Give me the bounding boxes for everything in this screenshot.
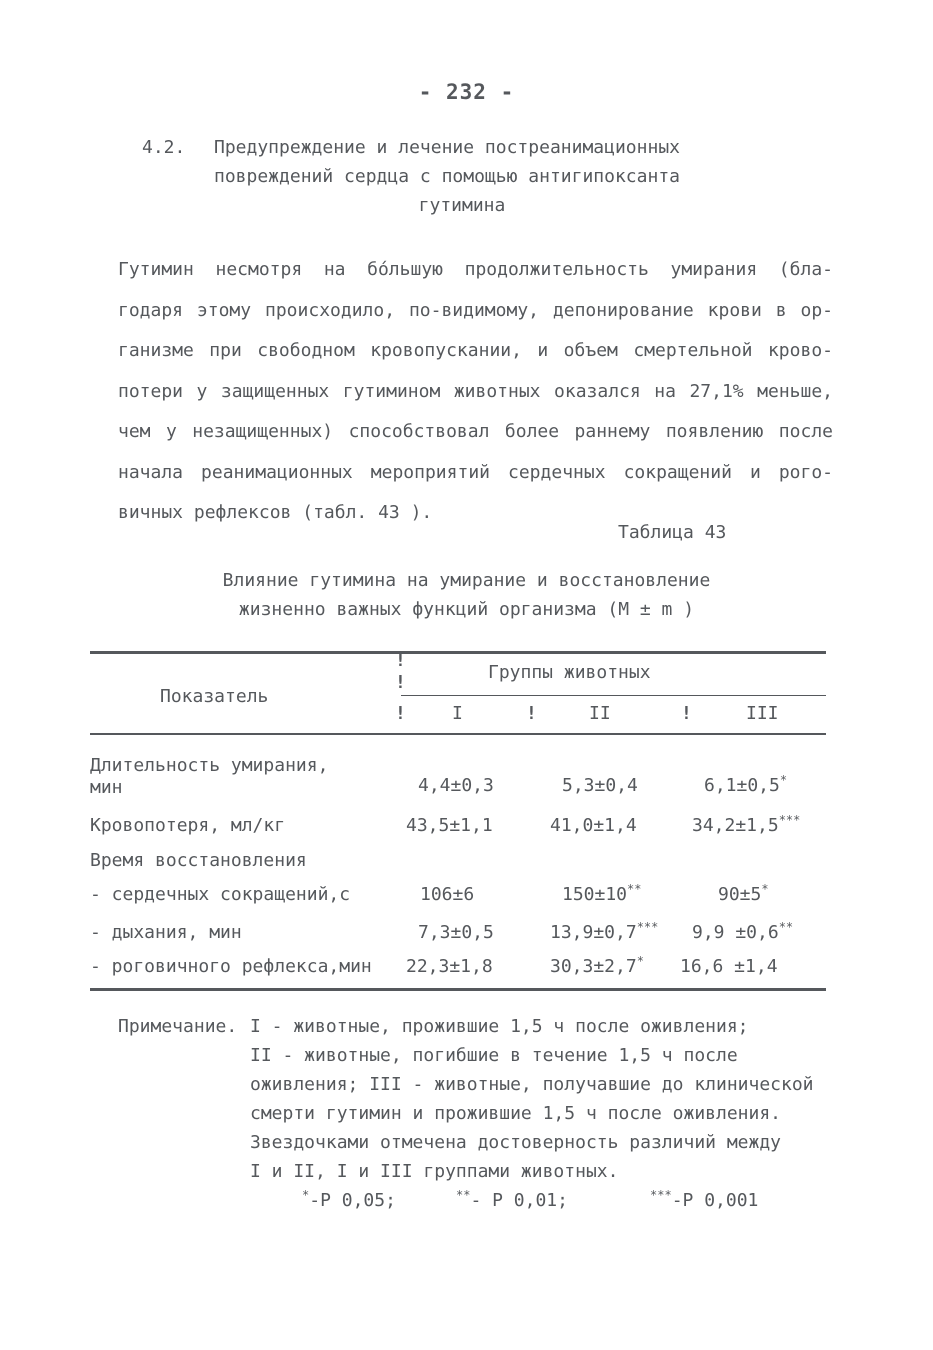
paragraph-line: начала реанимационных мероприятий сердечных сокращений и рого- [118, 461, 833, 483]
table-cell: 7,3±0,5 [418, 922, 494, 943]
legend-item: **- P 0,01; [456, 1188, 568, 1211]
header-col-1: I [452, 703, 463, 724]
row-label: - дыхания, мин [90, 922, 242, 943]
table-cell: 13,9±0,7*** [550, 920, 659, 943]
table-group-rule [401, 695, 826, 696]
header-col-2: II [589, 703, 611, 724]
paragraph-line: годаря этому происходило, по-видимому, депонирование крови в ор- [118, 299, 833, 321]
section-title-line: гутимина [418, 195, 506, 216]
paragraph-line: потери у защищенных гутимином животных оказался на 27,1% меньше, [118, 380, 833, 402]
note-line: II - животные, погибшие в течение 1,5 ч после [250, 1045, 738, 1066]
table-top-rule [90, 651, 826, 654]
table-cell: 150±10** [562, 882, 642, 905]
table-cell: 16,6 ±1,4 [680, 956, 778, 977]
table-cell: 106±6 [420, 884, 475, 905]
paragraph-line: ганизме при свободном кровопускании, и объем смертельной крово- [118, 340, 833, 361]
table-cell: 34,2±1,5*** [692, 813, 801, 836]
legend-item: *-P 0,05; [302, 1188, 396, 1211]
column-separator: ! [526, 703, 537, 724]
row-label: мин [90, 777, 123, 798]
note-line: Звездочками отмечена достоверность различий между [250, 1132, 782, 1153]
table-title-line: жизненно важных функций организма (M ± m ) [238, 599, 695, 620]
legend-item: ***-P 0,001 [650, 1188, 759, 1211]
row-label: Время восстановления [90, 850, 307, 871]
paragraph-line: вичных рефлексов (табл. 43 ). [118, 502, 433, 523]
table-header-rule [90, 733, 826, 735]
header-col-3: III [746, 703, 779, 724]
header-groups: Группы животных [488, 662, 651, 683]
table-title-line: Влияние гутимина на умирание и восстановление [222, 570, 711, 591]
body-paragraph [118, 250, 833, 534]
section-title-line: повреждений сердца с помощью антигипоксанта [214, 166, 680, 187]
column-separator: ! [395, 703, 406, 724]
column-separator: ! [681, 703, 692, 724]
row-label: - сердечных сокращений,с [90, 884, 351, 905]
paragraph-line: Гутимин несмотря на бóльшую продолжительность умирания (бла- [118, 259, 833, 280]
table-title [0, 566, 933, 624]
table-bottom-rule [90, 988, 826, 991]
column-separator: ! [395, 650, 406, 671]
column-separator: ! [395, 672, 406, 693]
row-label: - роговичного рефлекса,мин [90, 956, 372, 977]
table-cell: 41,0±1,4 [550, 815, 637, 836]
note-line: оживления; III - животные, получавшие до клинической [250, 1074, 814, 1095]
note-line: смерти гутимин и прожившие 1,5 ч после оживления. [250, 1103, 782, 1124]
table-cell: 9,9 ±0,6** [692, 920, 794, 943]
table-cell: 4,4±0,3 [418, 775, 494, 796]
table-cell: 90±5* [718, 882, 769, 905]
table-label: Таблица 43 [618, 522, 727, 543]
note-line: I - животные, прожившие 1,5 ч после оживления; [250, 1016, 749, 1037]
section-title-line: Предупреждение и лечение постреанимационных [214, 137, 680, 158]
table-cell: 43,5±1,1 [406, 815, 493, 836]
page-number: - 232 - [418, 80, 515, 104]
table-cell: 22,3±1,8 [406, 956, 493, 977]
table-cell: 30,3±2,7* [550, 954, 644, 977]
table-cell: 6,1±0,5* [704, 773, 788, 796]
paragraph-line: чем у незащищенных) способствовал более раннему появлению после [118, 421, 833, 442]
table-cell: 5,3±0,4 [562, 775, 638, 796]
header-indicator: Показатель [160, 686, 269, 707]
row-label: Длительность умирания, [90, 755, 329, 776]
note-line: I и II, I и III группами животных. [250, 1161, 619, 1182]
row-label: Кровопотеря, мл/кг [90, 815, 286, 836]
section-number: 4.2. [142, 137, 186, 158]
note-lead: Примечание. [118, 1016, 238, 1037]
